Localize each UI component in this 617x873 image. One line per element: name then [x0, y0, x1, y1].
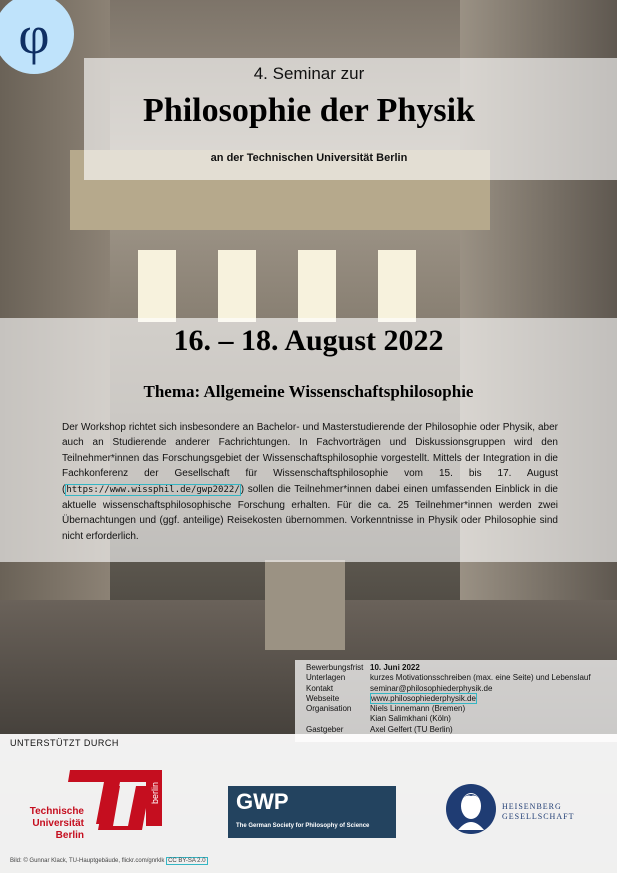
info-label: Organisation	[306, 704, 352, 714]
info-row-docs	[306, 673, 616, 683]
bg-window	[378, 250, 416, 322]
heisenberg-logo	[444, 782, 576, 838]
event-description	[62, 420, 558, 544]
gwp-logo	[228, 786, 396, 838]
license-link[interactable]: CC BY-SA 2.0	[168, 858, 206, 864]
support-label: UNTERSTÜTZT DURCH	[10, 738, 119, 748]
info-value: Kian Salimkhani (Köln)	[370, 714, 451, 724]
info-label: Bewerbungsfrist	[306, 663, 364, 672]
page-subtitle: an der Technischen Universität Berlin	[210, 152, 408, 164]
info-label: Gastgeber	[306, 724, 344, 734]
info-row-org	[306, 704, 616, 714]
logo-badge	[0, 0, 74, 74]
seminar-line: 4. Seminar zur	[253, 64, 365, 83]
info-value: 10. Juni 2022	[370, 663, 420, 672]
info-value: Niels Linnemann (Bremen)	[370, 704, 466, 714]
event-date: 16. – 18. August 2022	[173, 324, 444, 357]
bg-window	[218, 250, 256, 322]
tu-name-line: Universität	[32, 818, 84, 829]
credit-text: Bild: © Gunnar Klack, TU-Hauptgebäude, flickr.com/gnrklk	[10, 858, 165, 864]
contact-email-link[interactable]: seminar@philosophiederphysik.de	[370, 683, 493, 693]
bg-window	[138, 250, 176, 322]
heisenberg-line: HEISENBERG	[502, 802, 562, 811]
bg-window	[298, 250, 336, 322]
heisenberg-line: GESELLSCHAFT	[502, 812, 575, 821]
info-row-org2	[306, 714, 616, 724]
tu-berlin-logo	[20, 768, 170, 850]
description-text: ) sollen die Teilnehmer*innen dabei einen umfassenden Einblick in die aktuelle wissenschaftsphilosophische Forschung erhalten. Für die ca. 25 Teilnehmer*innen werden zwei Übernachtungen und (ggf. anteilige) Reisekosten übernommen. Vorkenntnisse in Physik oder Philosophie sind nicht erforderlich.	[62, 483, 558, 542]
info-row-website	[306, 694, 616, 704]
info-label: Unterlagen	[306, 673, 346, 683]
info-value: kurzes Motivationsschreiben (max. eine Seite) und Lebenslauf	[370, 673, 591, 683]
photo-credit	[10, 858, 208, 864]
info-table	[306, 663, 616, 735]
phi-logo-icon: φ	[18, 5, 50, 65]
event-theme: Thema: Allgemeine Wissenschaftsphilosophie	[143, 382, 474, 401]
tu-name-line: Technische	[29, 806, 84, 817]
page-title: Philosophie der Physik	[143, 92, 475, 129]
tu-name-line: Berlin	[55, 830, 84, 841]
gwp-full-name: The German Society for Philosophy of Science	[236, 823, 370, 829]
info-row-deadline	[306, 663, 616, 673]
bg-corridor	[265, 560, 345, 650]
tu-side-text: berlin	[150, 781, 161, 805]
website-link[interactable]: www.philosophiederphysik.de	[371, 693, 476, 703]
info-label: Webseite	[306, 693, 340, 703]
heisenberg-portrait-icon	[446, 784, 496, 834]
description-text: Der Workshop richtet sich insbesondere an Bachelor- und Masterstudierende der Philosophie oder Physik, aber auch an Studierende anderer Fachrichtungen. In Fachvorträgen und Diskussionsgruppen wird den Teilnehmer*innen das Forschungsgebiet der Wissenschaftsphilosophie vorgestellt. Mittels der Integration in die Fachkonferenz der Gesellschaft für Wissenschaftsphilosophie vom 15. bis 17. August (	[62, 422, 558, 495]
gwp-abbr: GWP	[236, 789, 289, 814]
info-value: Axel Gelfert (TU Berlin)	[370, 724, 453, 734]
info-label: Kontakt	[306, 683, 334, 693]
gwp-link[interactable]: https://www.wissphil.de/gwp2022/	[66, 484, 240, 495]
